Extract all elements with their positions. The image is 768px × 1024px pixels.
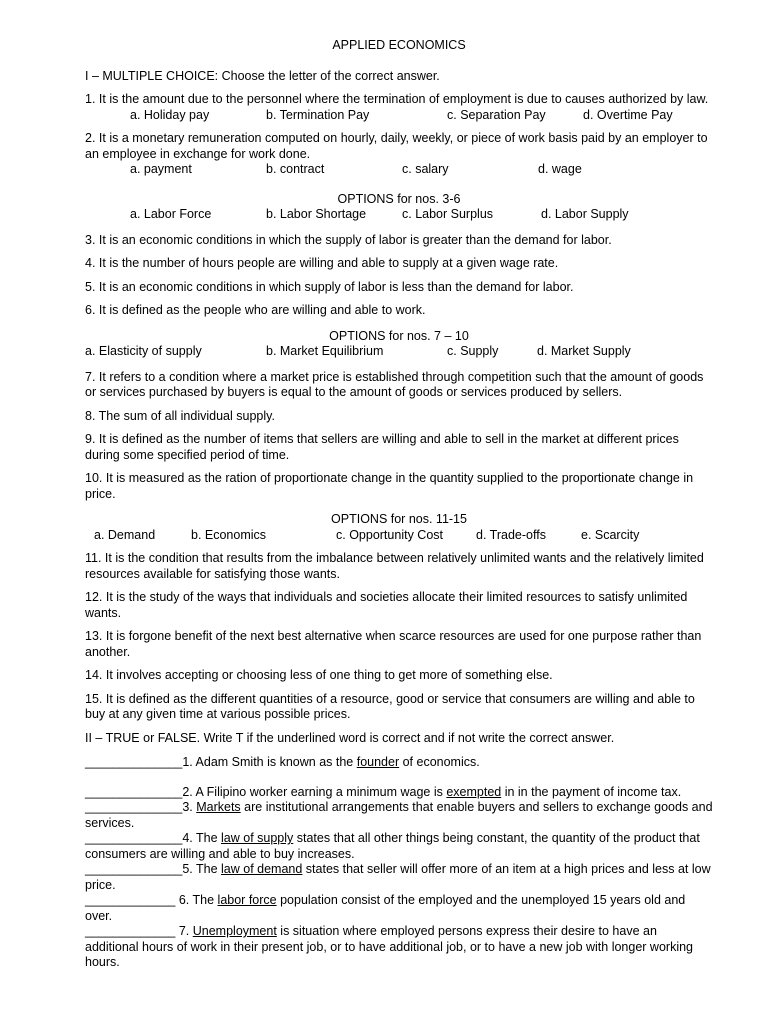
worksheet-page	[85, 38, 713, 971]
options-heading-3-6: OPTIONS for nos. 3-6	[337, 191, 461, 206]
tf-text: are institutional arrangements that enable buyers and sellers to exchange goods and services.	[85, 800, 713, 830]
question-13: 13. It is forgone benefit of the next best alternative when scarce resources are used for one purpose rather than another.	[85, 629, 702, 659]
options-heading-11-15: OPTIONS for nos. 11-15	[331, 512, 467, 526]
tf-text: states that seller will offer more of an item at a high prices and less at low price.	[85, 862, 711, 892]
tf-blank-text: ______________3.	[85, 800, 197, 814]
options-heading-7-10: OPTIONS for nos. 7 – 10	[329, 328, 469, 343]
option: a. Holiday pay	[130, 107, 210, 122]
option: c. salary	[402, 162, 449, 176]
tf-text: population consist of the employed and the unemployed 15 years old and over.	[85, 893, 686, 923]
question-4: 4. It is the number of hours people are willing and able to supply at a given wage rate.	[85, 256, 559, 270]
option: d. Overtime Pay	[583, 107, 673, 122]
option: b. Economics	[191, 527, 267, 542]
option: a. Elasticity of supply	[85, 344, 202, 358]
tf-item-4	[85, 831, 713, 862]
option: d. wage	[538, 162, 582, 176]
tf-text: states that all other things being constant, the quantity of the product that consumers are willing and able to buy increases.	[85, 831, 700, 861]
part1-instruction: Choose the letter of the correct answer.	[218, 68, 440, 83]
tf-item-2	[85, 785, 713, 801]
question-14: 14. It involves accepting or choosing less of one thing to get more of something else.	[85, 668, 553, 682]
option: a. payment	[130, 162, 192, 176]
question-15: 15. It is defined as the different quantities of a resource, good or service that consumers are willing and able to buy at any given time at various possible prices.	[85, 691, 695, 721]
question-2-options	[85, 162, 713, 178]
part1-heading: I – MULTIPLE CHOICE:	[85, 68, 219, 83]
options-7-10	[85, 344, 713, 360]
question-2: 2. It is a monetary remuneration computed on hourly, daily, weekly, or piece of work basis paid by an employer to an employee in exchange for work done.	[85, 131, 708, 161]
option: d. Labor Supply	[541, 207, 629, 221]
tf-blank-text: _____________ 7.	[85, 924, 193, 938]
question-9: 9. It is defined as the number of items that sellers are willing and able to sell in the market at different prices during some specified period of time.	[85, 432, 679, 462]
tf-underlined-word: Markets	[196, 800, 241, 814]
option: c. Labor Surplus	[402, 207, 494, 221]
tf-item-1	[85, 755, 713, 771]
option: c. Separation Pay	[447, 107, 546, 122]
option: d. Trade-offs	[476, 527, 546, 542]
page-title: APPLIED ECONOMICS	[332, 38, 466, 52]
option: b. Market Equilibrium	[266, 344, 384, 358]
option: b. contract	[266, 162, 325, 176]
option: d. Market Supply	[537, 344, 631, 358]
part2-instruction: . Write T if the underlined word is correct and if not write the correct answer.	[196, 730, 615, 745]
option: e. Scarcity	[581, 527, 640, 542]
question-6: 6. It is defined as the people who are willing and able to work.	[85, 303, 426, 317]
tf-blank-text: ______________5. The	[85, 862, 222, 876]
tf-underlined-word: Unemployment	[192, 924, 277, 938]
part1-instructions	[85, 69, 713, 85]
question-7: 7. It refers to a condition where a market price is established through competition such that the amount of goods or services purchased by buyers is equal to the amount of goods or services produced by sellers.	[85, 369, 704, 399]
tf-blank-text: _____________ 6. The	[85, 893, 218, 907]
part2-instructions	[85, 731, 713, 747]
tf-underlined-word: exempted	[446, 784, 502, 799]
question-1: 1. It is the amount due to the personnel where the termination of employment is due to causes authorized by law.	[85, 92, 709, 106]
question-5: 5. It is an economic conditions in which supply of labor is less than the demand for labor.	[85, 279, 574, 294]
tf-text: is situation where employed persons express their desire to have an additional hours of work in their present job, or to have additional job, or to have a new job with longer working hours.	[85, 924, 693, 969]
options-3-6	[85, 207, 713, 223]
option: b. Labor Shortage	[266, 207, 367, 221]
tf-text: in in the payment of income tax.	[501, 784, 682, 799]
tf-underlined-word: founder	[356, 755, 400, 769]
tf-item-5	[85, 862, 713, 893]
option: a. Demand	[94, 527, 156, 542]
tf-blank-text: ______________1. Adam Smith is known as the	[85, 755, 357, 769]
question-3: 3. It is an economic conditions in which the supply of labor is greater than the demand for labor.	[85, 232, 612, 247]
tf-item-6	[85, 893, 713, 924]
tf-underlined-word: labor force	[217, 893, 277, 907]
tf-blank-text: ______________2. A Filipino worker earning a minimum wage is	[85, 784, 447, 799]
option: c. Supply	[447, 344, 499, 358]
tf-item-3	[85, 800, 713, 831]
question-12: 12. It is the study of the ways that individuals and societies allocate their limited resources to satisfy unlimited wants.	[85, 590, 688, 620]
tf-text: of economics.	[399, 755, 480, 769]
part2-heading: II – TRUE or FALSE	[85, 730, 197, 745]
option: b. Termination Pay	[266, 107, 370, 122]
tf-underlined-word: law of demand	[221, 862, 303, 876]
question-1-options	[85, 108, 713, 124]
question-11: 11. It is the condition that results from the imbalance between relatively unlimited wants and the relatively limited resources available for satisfying those wants.	[85, 551, 704, 581]
tf-underlined-word: law of supply	[221, 831, 294, 845]
option: a. Labor Force	[130, 207, 212, 221]
tf-item-7	[85, 924, 713, 971]
options-11-15	[85, 528, 713, 544]
tf-blank-text: ______________4. The	[85, 831, 222, 845]
question-8: 8. The sum of all individual supply.	[85, 408, 275, 423]
question-10: 10. It is measured as the ration of proportionate change in the quantity supplied to the proportionate change in price.	[85, 471, 694, 501]
option: c. Opportunity Cost	[336, 527, 443, 542]
